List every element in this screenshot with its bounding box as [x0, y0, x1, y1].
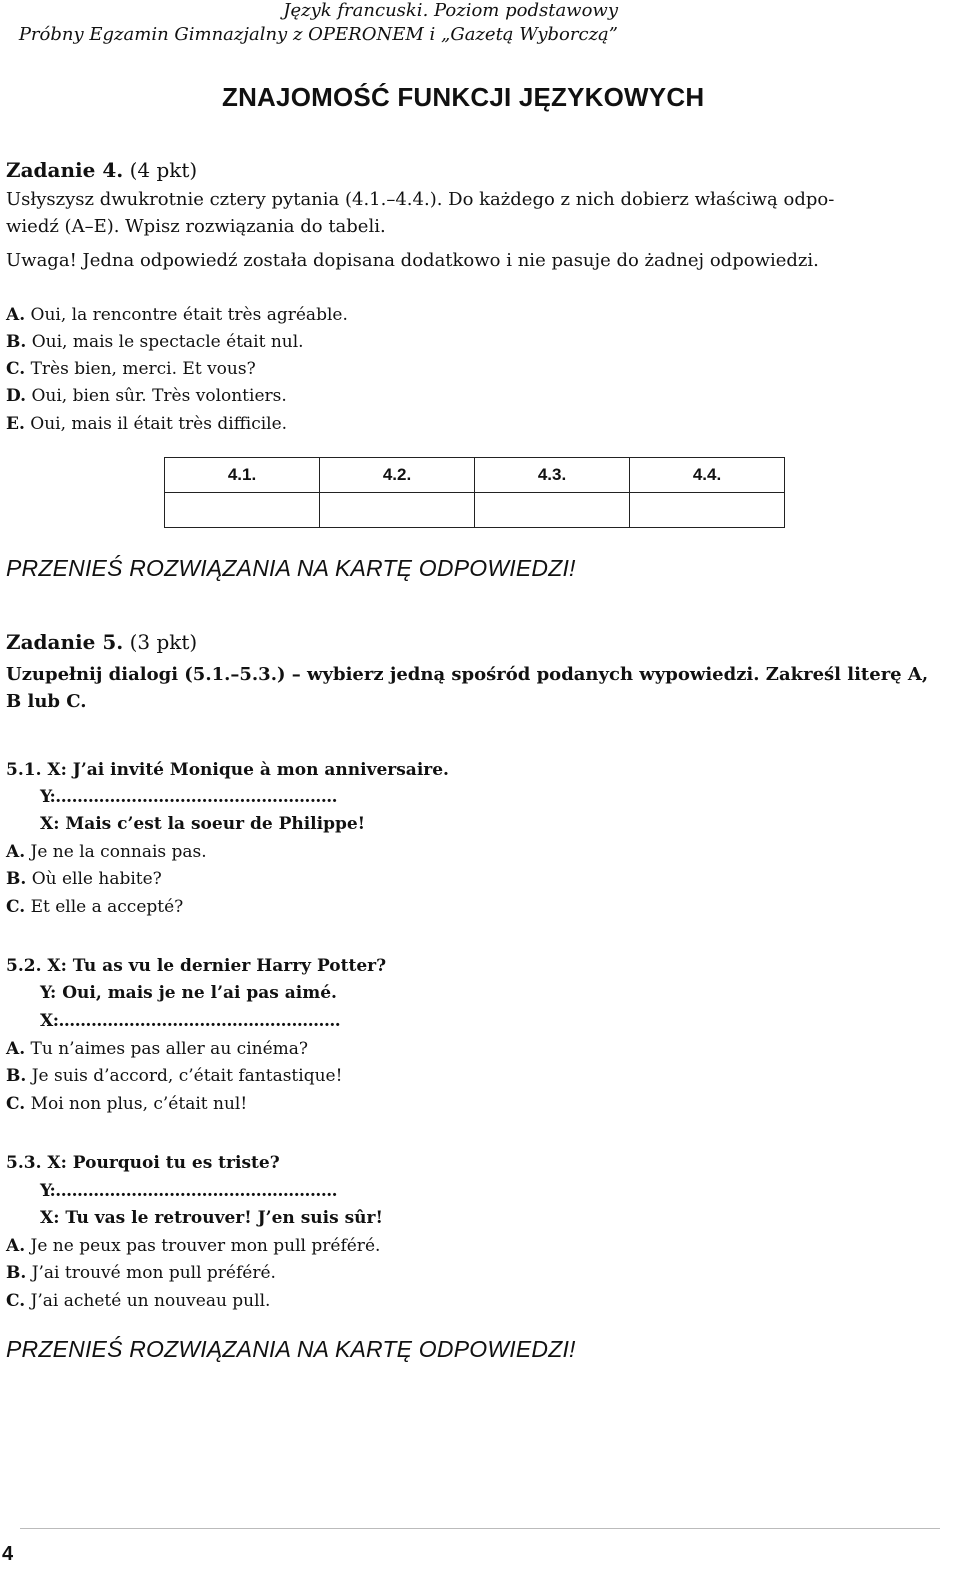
- option-letter: A.: [6, 842, 26, 862]
- answer-table-header: 4.2.: [320, 458, 475, 493]
- answer-cell[interactable]: [630, 493, 785, 528]
- option-letter: C.: [6, 1094, 26, 1114]
- option-text: J’ai acheté un nouveau pull.: [30, 1291, 271, 1311]
- option-text: Oui, la rencontre était très agréable.: [30, 305, 348, 325]
- option-letter: C.: [6, 897, 26, 917]
- dialog-text: X: Pourquoi tu es triste?: [47, 1153, 280, 1173]
- answer-table-header: 4.3.: [475, 458, 630, 493]
- option-text: J’ai trouvé mon pull préféré.: [31, 1263, 276, 1283]
- dialog-number: 5.2.: [6, 956, 42, 976]
- option-letter: C.: [6, 359, 26, 379]
- dialog-line: [6, 1153, 280, 1173]
- task4-option: [6, 359, 256, 379]
- answer-table-header-row: [165, 458, 785, 493]
- option-letter: A.: [6, 1236, 26, 1256]
- task5-instruction-line2: B lub C.: [6, 691, 87, 712]
- dialog-text: X: J’ai invité Monique à mon anniversaire.: [47, 760, 449, 780]
- option-letter: A.: [6, 305, 26, 325]
- option-text: Oui, bien sûr. Très volontiers.: [31, 386, 287, 406]
- dialog-option[interactable]: [6, 1066, 342, 1086]
- task4-heading: [6, 158, 197, 182]
- answer-cell[interactable]: [320, 493, 475, 528]
- header-subject: Język francuski. Poziom podstawowy: [283, 0, 618, 21]
- option-letter: E.: [6, 414, 25, 434]
- answer-table-answer-row: [165, 493, 785, 528]
- dialog-option[interactable]: [6, 897, 183, 917]
- answer-cell[interactable]: [475, 493, 630, 528]
- dialog-option[interactable]: [6, 842, 207, 862]
- option-text: Moi non plus, c’était nul!: [30, 1094, 248, 1114]
- option-text: Je ne la connais pas.: [30, 842, 207, 862]
- option-text: Et elle a accepté?: [30, 897, 184, 917]
- option-text: Je suis d’accord, c’était fantastique!: [31, 1066, 343, 1086]
- option-text: Très bien, merci. Et vous?: [30, 359, 256, 379]
- transfer-note-bottom: PRZENIEŚ ROZWIĄZANIA NA KARTĘ ODPOWIEDZI!: [6, 1336, 576, 1362]
- answer-table: [164, 457, 785, 528]
- option-letter: A.: [6, 1039, 26, 1059]
- task4-label: Zadanie 4.: [6, 158, 124, 182]
- dialog-gap: Y:....................................................: [40, 1181, 338, 1201]
- task4-instruction-line1: Usłyszysz dwukrotnie cztery pytania (4.1.–4.4.). Do każdego z nich dobierz właściwą odpo-: [6, 189, 835, 210]
- dialog-option[interactable]: [6, 869, 162, 889]
- task4-warning: Uwaga! Jedna odpowiedź została dopisana dodatkowo i nie pasuje do żadnej odpowiedzi.: [6, 250, 819, 271]
- dialog-number: 5.1.: [6, 760, 42, 780]
- task4-option: [6, 414, 287, 434]
- dialog-line: [6, 760, 449, 780]
- header-exam: Próbny Egzamin Gimnazjalny z OPERONEM i „Gazetą Wyborczą”: [18, 24, 618, 45]
- task4-option: [6, 305, 348, 325]
- option-letter: B.: [6, 1066, 27, 1086]
- dialog-option[interactable]: [6, 1263, 276, 1283]
- option-letter: D.: [6, 386, 27, 406]
- dialog-text: X: Tu vas le retrouver! J’en suis sûr!: [40, 1208, 383, 1228]
- option-letter: B.: [6, 332, 27, 352]
- answer-cell[interactable]: [165, 493, 320, 528]
- section-title: ZNAJOMOŚĆ FUNKCJI JĘZYKOWYCH: [222, 82, 705, 112]
- option-letter: B.: [6, 869, 27, 889]
- footer-divider: [20, 1528, 940, 1529]
- option-text: Oui, mais il était très difficile.: [30, 414, 288, 434]
- option-text: Je ne peux pas trouver mon pull préféré.: [30, 1236, 381, 1256]
- task5-heading: [6, 630, 197, 654]
- answer-table-header: 4.1.: [165, 458, 320, 493]
- dialog-option[interactable]: [6, 1236, 380, 1256]
- transfer-note: PRZENIEŚ ROZWIĄZANIA NA KARTĘ ODPOWIEDZI!: [6, 555, 576, 581]
- task5-instruction-line1: Uzupełnij dialogi (5.1.–5.3.) – wybierz jedną spośród podanych wypowiedzi. Zakreśl literę A,: [6, 664, 929, 685]
- task5-points: (3 pkt): [129, 630, 198, 654]
- dialog-gap: Y:....................................................: [40, 787, 338, 807]
- task4-option: [6, 332, 304, 352]
- option-text: Oui, mais le spectacle était nul.: [31, 332, 304, 352]
- option-text: Où elle habite?: [31, 869, 162, 889]
- dialog-gap: X:....................................................: [40, 1011, 341, 1031]
- dialog-option[interactable]: [6, 1039, 308, 1059]
- dialog-text: Y: Oui, mais je ne l’ai pas aimé.: [40, 983, 337, 1003]
- dialog-line: [6, 956, 386, 976]
- task4-instruction-line2: wiedź (A–E). Wpisz rozwiązania do tabeli.: [6, 216, 386, 237]
- option-text: Tu n’aimes pas aller au cinéma?: [30, 1039, 309, 1059]
- dialog-text: X: Mais c’est la soeur de Philippe!: [40, 814, 366, 834]
- answer-table-header: 4.4.: [630, 458, 785, 493]
- dialog-text: X: Tu as vu le dernier Harry Potter?: [47, 956, 387, 976]
- dialog-number: 5.3.: [6, 1153, 42, 1173]
- task4-option: [6, 386, 287, 406]
- task4-points: (4 pkt): [129, 158, 198, 182]
- page-number: 4: [2, 1543, 14, 1565]
- dialog-option[interactable]: [6, 1291, 270, 1311]
- option-letter: C.: [6, 1291, 26, 1311]
- option-letter: B.: [6, 1263, 27, 1283]
- dialog-option[interactable]: [6, 1094, 247, 1114]
- task5-label: Zadanie 5.: [6, 630, 124, 654]
